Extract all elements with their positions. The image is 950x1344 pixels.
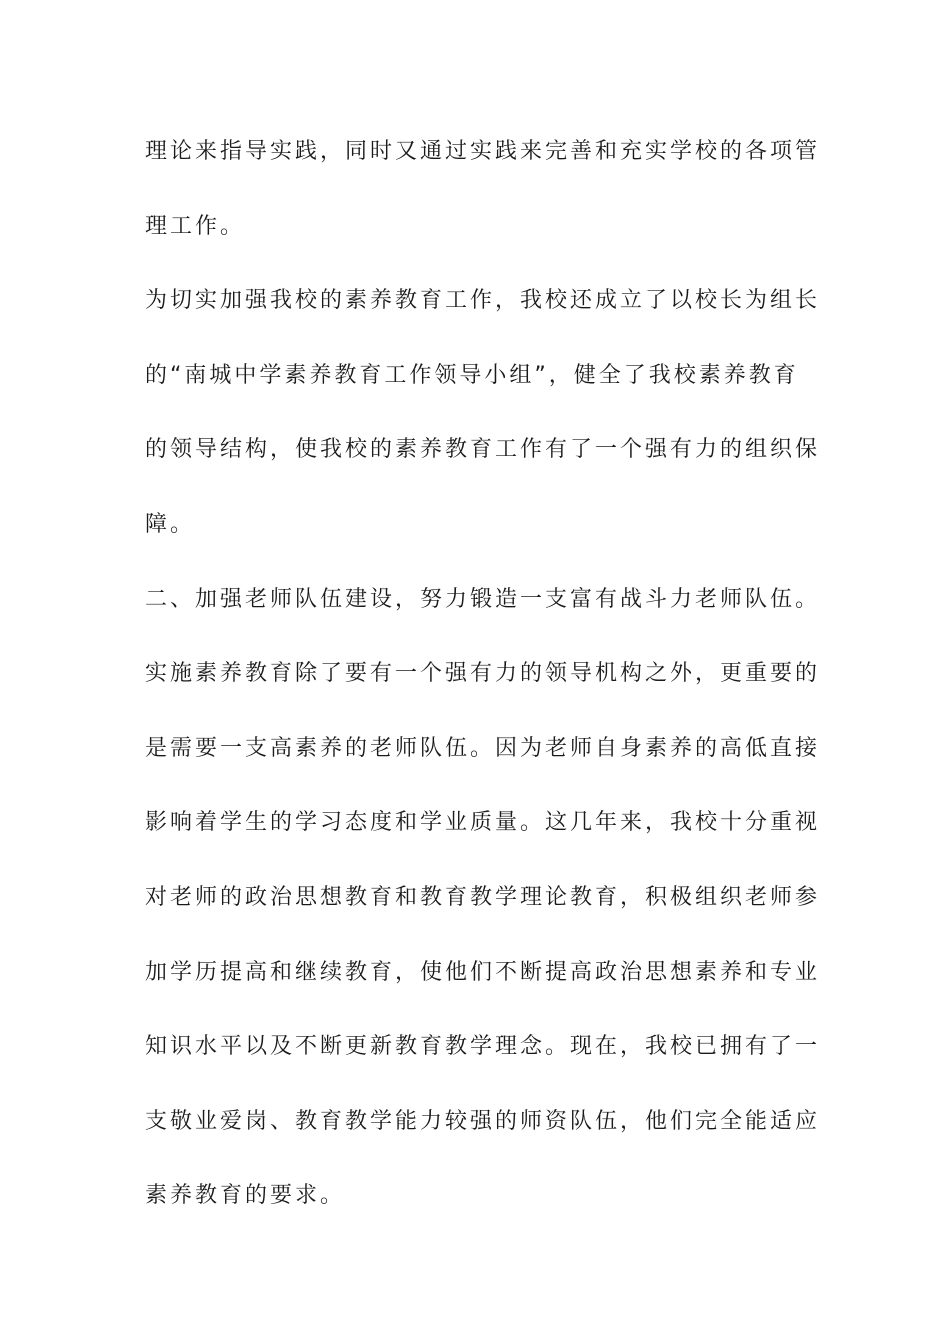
text-line: 理工作。	[145, 213, 246, 239]
body-text	[145, 129, 821, 1248]
text-line: 的“南城中学素养教育工作领导小组”，健全了我校素养教育	[145, 362, 799, 388]
text-line: 实施素养教育除了要有一个强有力的领导机构之外，更重要的	[145, 661, 821, 687]
text-line: 对老师的政治思想教育和教育教学理论教育，积极组织老师参	[145, 884, 821, 910]
text-line: 理论来指导实践，同时又通过实践来完善和充实学校的各项管	[145, 139, 821, 164]
text-line: 影响着学生的学习态度和学业质量。这几年来，我校十分重视	[145, 810, 821, 836]
text-line: 为切实加强我校的素养教育工作，我校还成立了以校长为组长	[145, 288, 821, 314]
text-line: 素养教育的要求。	[145, 1183, 346, 1209]
text-line: 的领导结构，使我校的素养教育工作有了一个强有力的组织保	[145, 437, 821, 463]
text-line: 支敬业爱岗、教育教学能力较强的师资队伍，他们完全能适应	[145, 1108, 821, 1134]
text-line: 知识水平以及不断更新教育教学理念。现在，我校已拥有了一	[145, 1034, 821, 1060]
text-line: 是需要一支高素养的老师队伍。因为老师自身素养的高低直接	[145, 735, 821, 761]
text-line: 障。	[145, 511, 196, 537]
section-heading: 二、加强老师队伍建设，努力锻造一支富有战斗力老师队伍。	[145, 586, 821, 612]
text-line: 加学历提高和继续教育，使他们不断提高政治思想素养和专业	[145, 959, 821, 985]
